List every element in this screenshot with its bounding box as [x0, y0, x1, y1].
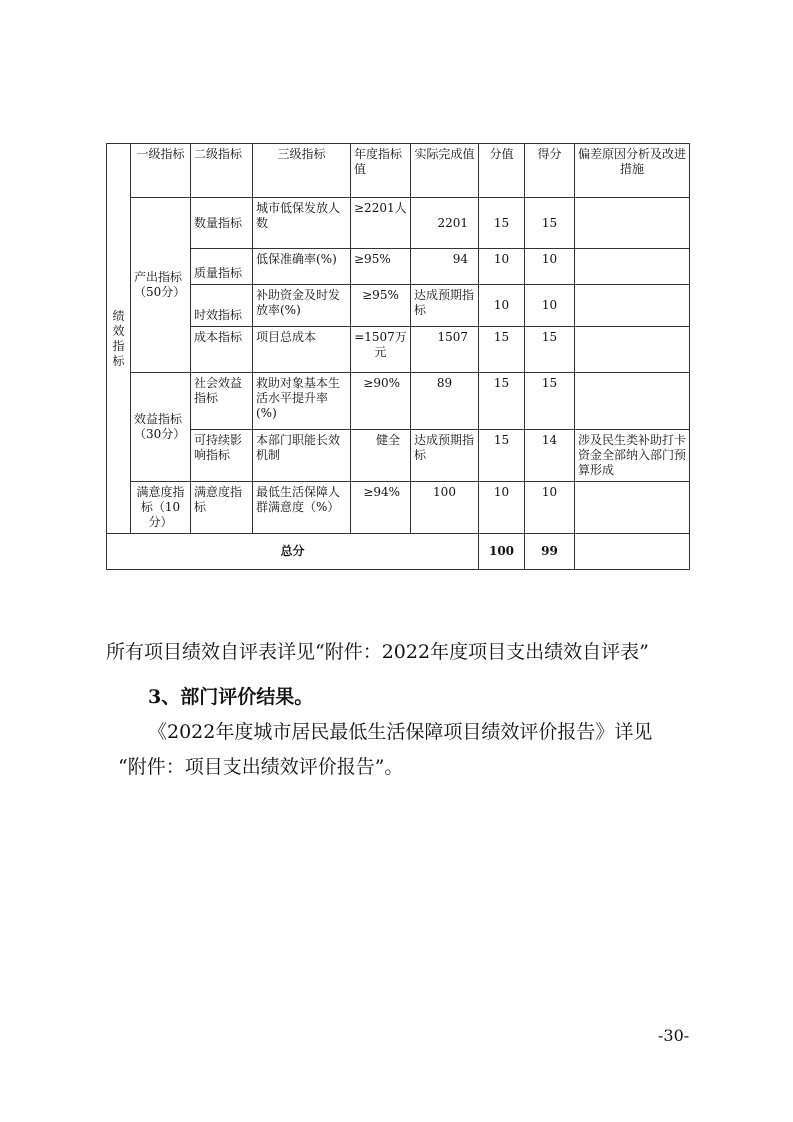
reason-cell — [575, 249, 690, 285]
group-cell-output: 产出指标（50分） — [131, 198, 191, 373]
total-score: 100 — [479, 534, 525, 570]
body-line-2: 《2022年度城市居民最低生活保障项目绩效评价报告》详见 — [148, 721, 653, 743]
table-header-row — [107, 144, 690, 198]
actual-cell: 2201 — [411, 198, 479, 249]
actual-cell: 达成预期指标 — [411, 430, 479, 482]
total-reason — [575, 534, 690, 570]
actual-cell: 94 — [411, 249, 479, 285]
table-row — [107, 198, 690, 249]
target-cell: ≥95% — [351, 285, 411, 327]
score-cell: 15 — [479, 373, 525, 430]
header-cell: 得分 — [525, 144, 575, 198]
score-cell: 10 — [479, 249, 525, 285]
got-cell: 10 — [525, 249, 575, 285]
got-cell: 10 — [525, 285, 575, 327]
target-cell: ≥94% — [351, 482, 411, 534]
actual-cell: 89 — [411, 373, 479, 430]
actual-cell: 100 — [411, 482, 479, 534]
score-cell: 15 — [479, 327, 525, 373]
total-row — [107, 534, 690, 570]
table-row — [107, 373, 690, 430]
level3-cell: 最低生活保障人群满意度（%） — [253, 482, 351, 534]
header-cell: 实际完成值 — [411, 144, 479, 198]
header-cell: 一级指标 — [131, 144, 191, 198]
table-row — [107, 430, 690, 482]
level2-cell: 满意度指标 — [191, 482, 253, 534]
reason-cell — [575, 285, 690, 327]
level3-cell: 项目总成本 — [253, 327, 351, 373]
reason-cell — [575, 327, 690, 373]
score-cell: 15 — [479, 198, 525, 249]
body-line-1: 所有项目绩效自评表详见“附件：2022年度项目支出绩效自评表” — [106, 641, 649, 663]
target-cell: ≥90% — [351, 373, 411, 430]
group-cell-benefit: 效益指标（30分） — [131, 373, 191, 482]
got-cell: 10 — [525, 482, 575, 534]
level2-cell: 质量指标 — [191, 249, 253, 285]
target-cell: ≥95% — [351, 249, 411, 285]
level3-cell: 低保准确率(%) — [253, 249, 351, 285]
header-cell: 三级指标 — [253, 144, 351, 198]
got-cell: 14 — [525, 430, 575, 482]
total-got: 99 — [525, 534, 575, 570]
header-cell: 二级指标 — [191, 144, 253, 198]
level3-cell: 本部门职能长效机制 — [253, 430, 351, 482]
actual-cell: 达成预期指标 — [411, 285, 479, 327]
table-row — [107, 249, 690, 285]
body-line-3: “附件：项目支出绩效评价报告”。 — [118, 756, 404, 778]
level2-cell: 社会效益指标 — [191, 373, 253, 430]
category-cell: 绩效指标 — [107, 144, 131, 534]
target-cell: =1507万元 — [351, 327, 411, 373]
reason-cell: 涉及民生类补助打卡资金全部纳入部门预算形成 — [575, 430, 690, 482]
performance-table — [106, 143, 690, 570]
header-cell: 分值 — [479, 144, 525, 198]
level2-cell: 成本指标 — [191, 327, 253, 373]
level3-cell: 城市低保发放人数 — [253, 198, 351, 249]
level3-cell: 救助对象基本生活水平提升率(%) — [253, 373, 351, 430]
table-row — [107, 482, 690, 534]
got-cell: 15 — [525, 198, 575, 249]
score-cell: 15 — [479, 430, 525, 482]
score-cell: 10 — [479, 285, 525, 327]
score-cell: 10 — [479, 482, 525, 534]
level2-cell: 可持续影响指标 — [191, 430, 253, 482]
table-row — [107, 327, 690, 373]
got-cell: 15 — [525, 327, 575, 373]
reason-cell — [575, 198, 690, 249]
table-row — [107, 285, 690, 327]
level2-cell: 数量指标 — [191, 198, 253, 249]
level2-cell: 时效指标 — [191, 285, 253, 327]
group-cell-satisfaction: 满意度指标（10分） — [131, 482, 191, 534]
section-heading: 3、部门评价结果。 — [148, 686, 314, 708]
header-cell: 年度指标值 — [351, 144, 411, 198]
total-label: 总分 — [107, 534, 479, 570]
header-cell: 偏差原因分析及改进 措施 — [575, 144, 690, 198]
reason-cell — [575, 373, 690, 430]
reason-cell — [575, 482, 690, 534]
level3-cell: 补助资金及时发放率(%) — [253, 285, 351, 327]
got-cell: 15 — [525, 373, 575, 430]
actual-cell: 1507 — [411, 327, 479, 373]
page-number: -30- — [658, 1026, 690, 1045]
target-cell: ≥2201人 — [351, 198, 411, 249]
target-cell: 健全 — [351, 430, 411, 482]
